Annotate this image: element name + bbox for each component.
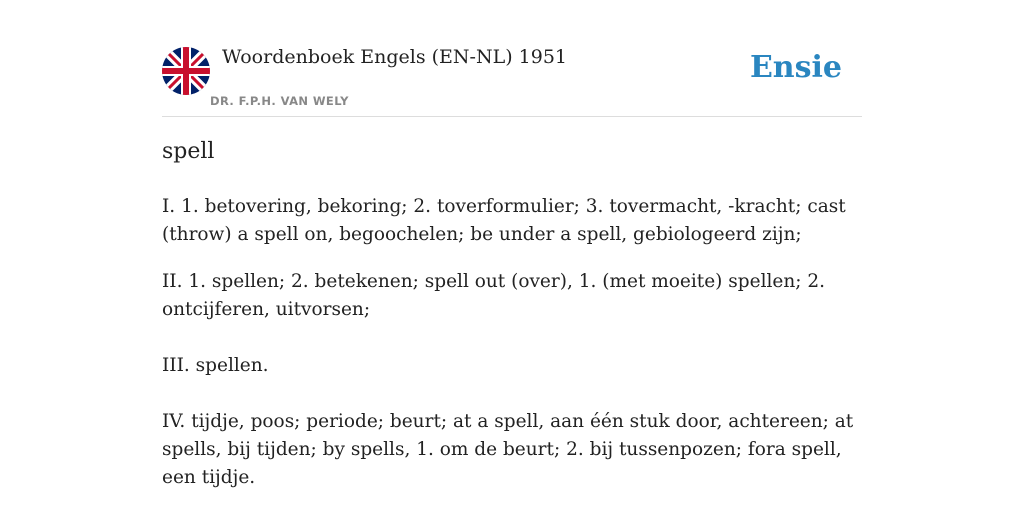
- dictionary-header: [162, 44, 862, 117]
- entry-headword: spell: [162, 139, 215, 164]
- ensie-logo[interactable]: Ensie: [749, 50, 842, 85]
- definition-3: III. spellen.: [162, 355, 269, 376]
- uk-flag-icon: [162, 47, 210, 95]
- definition-2: II. 1. spellen; 2. betekenen; spell out (over), 1. (met moeite) spellen; 2. ontcijferen, uitvorsen;: [162, 271, 826, 320]
- dictionary-author: DR. F.P.H. VAN WELY: [210, 94, 349, 108]
- dictionary-title[interactable]: Woordenboek Engels (EN-NL) 1951: [222, 46, 567, 68]
- entry-definitions: [162, 193, 862, 492]
- definition-4: IV. tijdje, poos; periode; beurt; at a spell, aan één stuk door, achtereen; at spells, bij tijden; by spells, 1. om de beurt; 2. bij tussenpozen; fora spell, een tijdje.: [162, 411, 854, 488]
- definition-1: I. 1. betovering, bekoring; 2. toverformulier; 3. tovermacht, -kracht; cast (throw) a spell on, begoochelen; be under a spell, gebiologeerd zijn;: [162, 196, 846, 245]
